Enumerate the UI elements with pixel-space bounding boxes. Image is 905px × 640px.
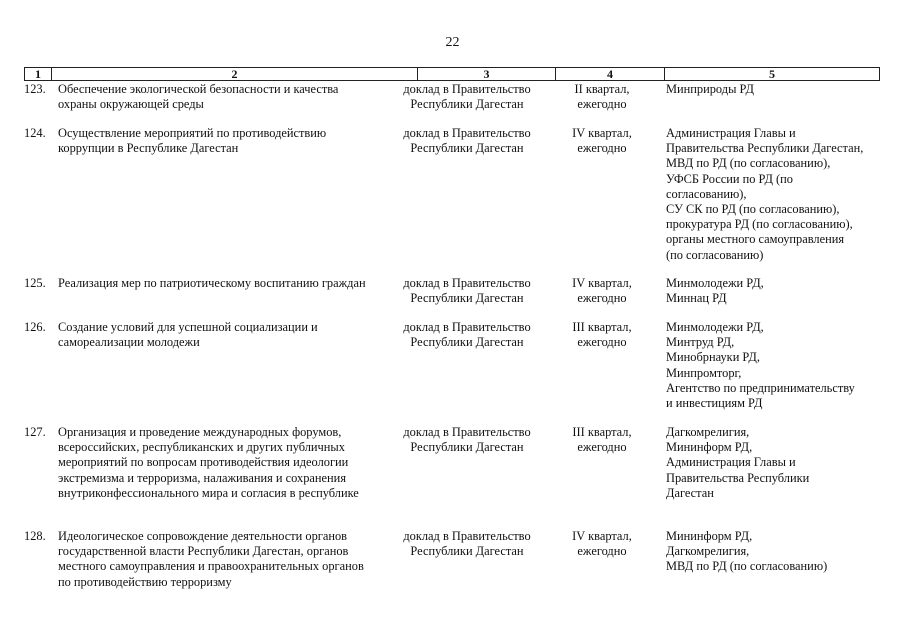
responsible-bodies [666,82,880,97]
responsible-bodies-line: УФСБ России по РД (по [666,171,793,186]
plan-table [24,67,880,589]
report-form-line: Республики Дагестан [410,97,524,112]
table-header-row [24,67,880,81]
deadline-line: ежегодно [577,544,627,559]
report-form-line: доклад в Правительство [403,529,531,543]
activity-description [58,126,413,156]
activity-description-line: местного самоуправления и правоохранительных органов [58,559,364,574]
responsible-bodies-line: Агентство по предпринимательству [666,380,855,395]
responsible-bodies [666,529,880,575]
deadline-line: IV квартал, [572,529,632,543]
report-form [398,276,536,306]
report-form-line: Республики Дагестан [410,141,524,156]
responsible-bodies-line: и инвестициям РД [666,396,763,411]
deadline [557,276,647,306]
responsible-bodies [666,126,880,263]
activity-description-line: Идеологическое сопровождение деятельности органов [58,529,348,543]
responsible-bodies-line: Дагкомрелигия, [666,425,750,439]
deadline [557,126,647,156]
activity-description [58,425,413,501]
report-form [398,82,536,112]
column-header-3: 3 [418,68,556,81]
deadline-line: ежегодно [577,141,627,156]
responsible-bodies-line: Минмолодежи РД, [666,276,764,290]
activity-description-line: всероссийских, республиканских и других публичных [58,440,345,455]
report-form-line: доклад в Правительство [403,320,531,334]
responsible-bodies-line: Минприроды РД [666,82,754,96]
responsible-bodies-line: Администрация Главы и [666,126,796,140]
responsible-bodies-line: Правительства Республики Дагестан, [666,141,864,156]
activity-description-line: по противодействию терроризму [58,574,232,589]
report-form-line: Республики Дагестан [410,544,524,559]
row-number: 125. [24,276,46,290]
responsible-bodies-line: Мининформ РД, [666,440,753,455]
activity-description-line: внутриконфессионального мира и согласия в республике [58,485,359,500]
report-form [398,425,536,455]
activity-description-line: коррупции в Республике Дагестан [58,141,239,156]
activity-description-line: государственной власти Республики Дагестан, органов [58,544,349,559]
responsible-bodies-line: Дагкомрелигия, [666,544,750,559]
activity-description [58,82,413,112]
row-number: 126. [24,320,46,334]
deadline-line: ежегодно [577,291,627,306]
row-number: 123. [24,82,46,96]
report-form [398,320,536,350]
responsible-bodies-line: Миннац РД [666,291,727,306]
activity-description-line: Реализация мер по патриотическому воспитанию граждан [58,276,366,290]
responsible-bodies-line: Минтруд РД, [666,335,735,350]
row-number: 128. [24,529,46,543]
column-header-1: 1 [25,68,52,81]
report-form-line: доклад в Правительство [403,425,531,439]
deadline [557,320,647,350]
responsible-bodies [666,276,880,306]
report-form [398,529,536,559]
activity-description [58,320,413,350]
activity-description [58,276,413,291]
responsible-bodies-line: Правительства Республики [666,470,810,485]
report-form-line: доклад в Правительство [403,126,531,140]
page-number: 22 [445,35,460,50]
responsible-bodies-line: органы местного самоуправления [666,232,845,247]
activity-description-line: мероприятий по вопросам противодействия идеологии [58,455,349,470]
responsible-bodies-line: Мининформ РД, [666,529,753,543]
responsible-bodies [666,320,880,411]
deadline-line: ежегодно [577,440,627,455]
report-form-line: доклад в Правительство [403,276,531,290]
activity-description [58,529,413,590]
responsible-bodies-line: СУ СК по РД (по согласованию), [666,202,840,217]
activity-description-line: охраны окружающей среды [58,97,204,112]
responsible-bodies-line: (по согласованию) [666,247,764,262]
deadline-line: II квартал, [574,82,630,96]
report-form-line: Республики Дагестан [410,440,524,455]
column-header-2: 2 [52,68,418,81]
report-form-line: Республики Дагестан [410,335,524,350]
deadline [557,425,647,455]
deadline [557,82,647,112]
deadline-line: ежегодно [577,335,627,350]
report-form-line: Республики Дагестан [410,291,524,306]
report-form [398,126,536,156]
deadline [557,529,647,559]
activity-description-line: экстремизма и терроризма, налаживания и сохранения [58,470,347,485]
activity-description-line: Создание условий для успешной социализации и [58,320,318,334]
report-form-line: доклад в Правительство [403,82,531,96]
deadline-line: IV квартал, [572,126,632,140]
responsible-bodies-line: Минмолодежи РД, [666,320,764,334]
responsible-bodies [666,425,880,501]
activity-description-line: Осуществление мероприятий по противодействию [58,126,327,140]
activity-description-line: Обеспечение экологической безопасности и качества [58,82,339,96]
column-header-4: 4 [556,68,665,81]
deadline-line: IV квартал, [572,276,632,290]
responsible-bodies-line: Минобрнауки РД, [666,350,760,365]
activity-description-line: Организация и проведение международных форумов, [58,425,342,439]
responsible-bodies-line: Минпромторг, [666,365,742,380]
deadline-line: III квартал, [572,425,632,439]
responsible-bodies-line: Дагестан [666,485,714,500]
column-header-5: 5 [769,67,775,81]
row-number: 127. [24,425,46,439]
deadline-line: ежегодно [577,97,627,112]
responsible-bodies-line: МВД по РД (по согласованию) [666,559,828,574]
responsible-bodies-line: МВД по РД (по согласованию), [666,156,831,171]
row-number: 124. [24,126,46,140]
responsible-bodies-line: согласованию), [666,186,747,201]
responsible-bodies-line: Администрация Главы и [666,455,796,470]
activity-description-line: самореализации молодежи [58,335,200,350]
deadline-line: III квартал, [572,320,632,334]
responsible-bodies-line: прокуратура РД (по согласованию), [666,217,853,232]
